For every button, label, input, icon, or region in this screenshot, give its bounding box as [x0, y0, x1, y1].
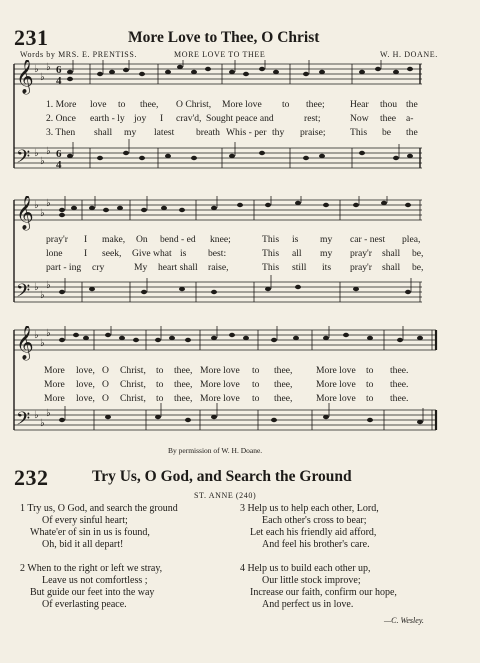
- treble-clef-icon: 𝄞: [16, 60, 34, 93]
- lyric-line: More love, O Christ, to thee, More love to thee, More love to thee.: [44, 379, 409, 390]
- lyric-line: More love, O Christ, to thee, More love to thee, More love to thee.: [44, 393, 409, 404]
- svg-text:4: 4: [56, 159, 62, 171]
- hymn-number: 231: [14, 25, 49, 50]
- svg-text:♭: ♭: [34, 282, 39, 293]
- svg-text:♭: ♭: [34, 330, 39, 341]
- svg-text:♭: ♭: [34, 64, 39, 75]
- bass-clef-icon: 𝄢: [16, 280, 31, 305]
- svg-text:♭: ♭: [46, 62, 51, 73]
- svg-text:♭: ♭: [46, 328, 51, 339]
- tune-name: ST. ANNE (240): [194, 491, 257, 500]
- svg-text:♭: ♭: [46, 408, 51, 419]
- stanza-3: 3 Help us to help each other, Lord, Each other's cross to bear; Let each his friendly aid afford, And feel his brother's care.: [240, 503, 379, 550]
- svg-text:♭: ♭: [34, 200, 39, 211]
- svg-text:♭: ♭: [40, 290, 45, 301]
- bass-clef-icon: 𝄢: [16, 408, 31, 433]
- svg-text:♭: ♭: [34, 410, 39, 421]
- tune-name: MORE LOVE TO THEE: [174, 50, 266, 59]
- permission-note: By permission of W. H. Doane.: [168, 446, 263, 455]
- svg-text:♭: ♭: [40, 418, 45, 429]
- stanza-1: 1 Try us, O God, and search the ground Of every sinful heart; Whate'er of sin in us is found, Oh, bid it all depart!: [20, 503, 178, 550]
- hymn-title: Try Us, O God, and Search the Ground: [92, 468, 352, 485]
- stanza-2: 2 When to the right or left we stray, Leave us not comfortless ; But guide our feet into the way Of everlasting peace.: [20, 563, 163, 610]
- svg-text:♭: ♭: [46, 198, 51, 209]
- bass-clef-icon: 𝄢: [16, 146, 31, 171]
- svg-text:♭: ♭: [40, 72, 45, 83]
- lyric-line: lone I seek, Give what is best: This all my pray'r shall be,: [46, 248, 424, 259]
- lyric-line: More love, O Christ, to thee, More love to thee, More love to thee.: [44, 365, 409, 376]
- stanza-4: 4 Help us to build each other up, Our little stock improve; Increase our faith, confirm our hope, And perfect us in love.: [240, 563, 397, 610]
- treble-clef-icon: 𝄞: [16, 196, 34, 229]
- svg-text:♭: ♭: [40, 208, 45, 219]
- words-credit: Words by MRS. E. PRENTISS.: [20, 50, 137, 59]
- lyric-line: pray'r I make, On bend - ed knee; This is my car - nest plea,: [46, 234, 421, 245]
- hymn-title: More Love to Thee, O Christ: [128, 29, 320, 46]
- svg-text:♭: ♭: [40, 156, 45, 167]
- lyric-line: 2. Once earth - ly joy I crav'd, Sought peace and rest; Now thee a-: [46, 113, 414, 124]
- svg-text:♭: ♭: [46, 280, 51, 291]
- lyric-line: part - ing cry My heart shall raise, This still its pray'r shall be,: [46, 262, 424, 273]
- author-credit: —C. Wesley.: [384, 616, 424, 625]
- svg-text:♭: ♭: [34, 148, 39, 159]
- composer-credit: W. H. DOANE.: [380, 50, 438, 59]
- hymn-number: 232: [14, 465, 49, 490]
- lyric-line: 1. More love to thee, O Christ, More love to thee; Hear thou the: [46, 99, 418, 110]
- svg-text:♭: ♭: [46, 146, 51, 157]
- treble-clef-icon: 𝄞: [16, 326, 34, 359]
- lyric-line: 3. Then shall my latest breath Whis - per thy praise; This be the: [46, 127, 418, 138]
- time-signature-bottom: 4: [56, 75, 62, 87]
- svg-text:6: 6: [56, 148, 62, 160]
- svg-text:♭: ♭: [40, 338, 45, 349]
- time-signature-top: 6: [56, 64, 62, 76]
